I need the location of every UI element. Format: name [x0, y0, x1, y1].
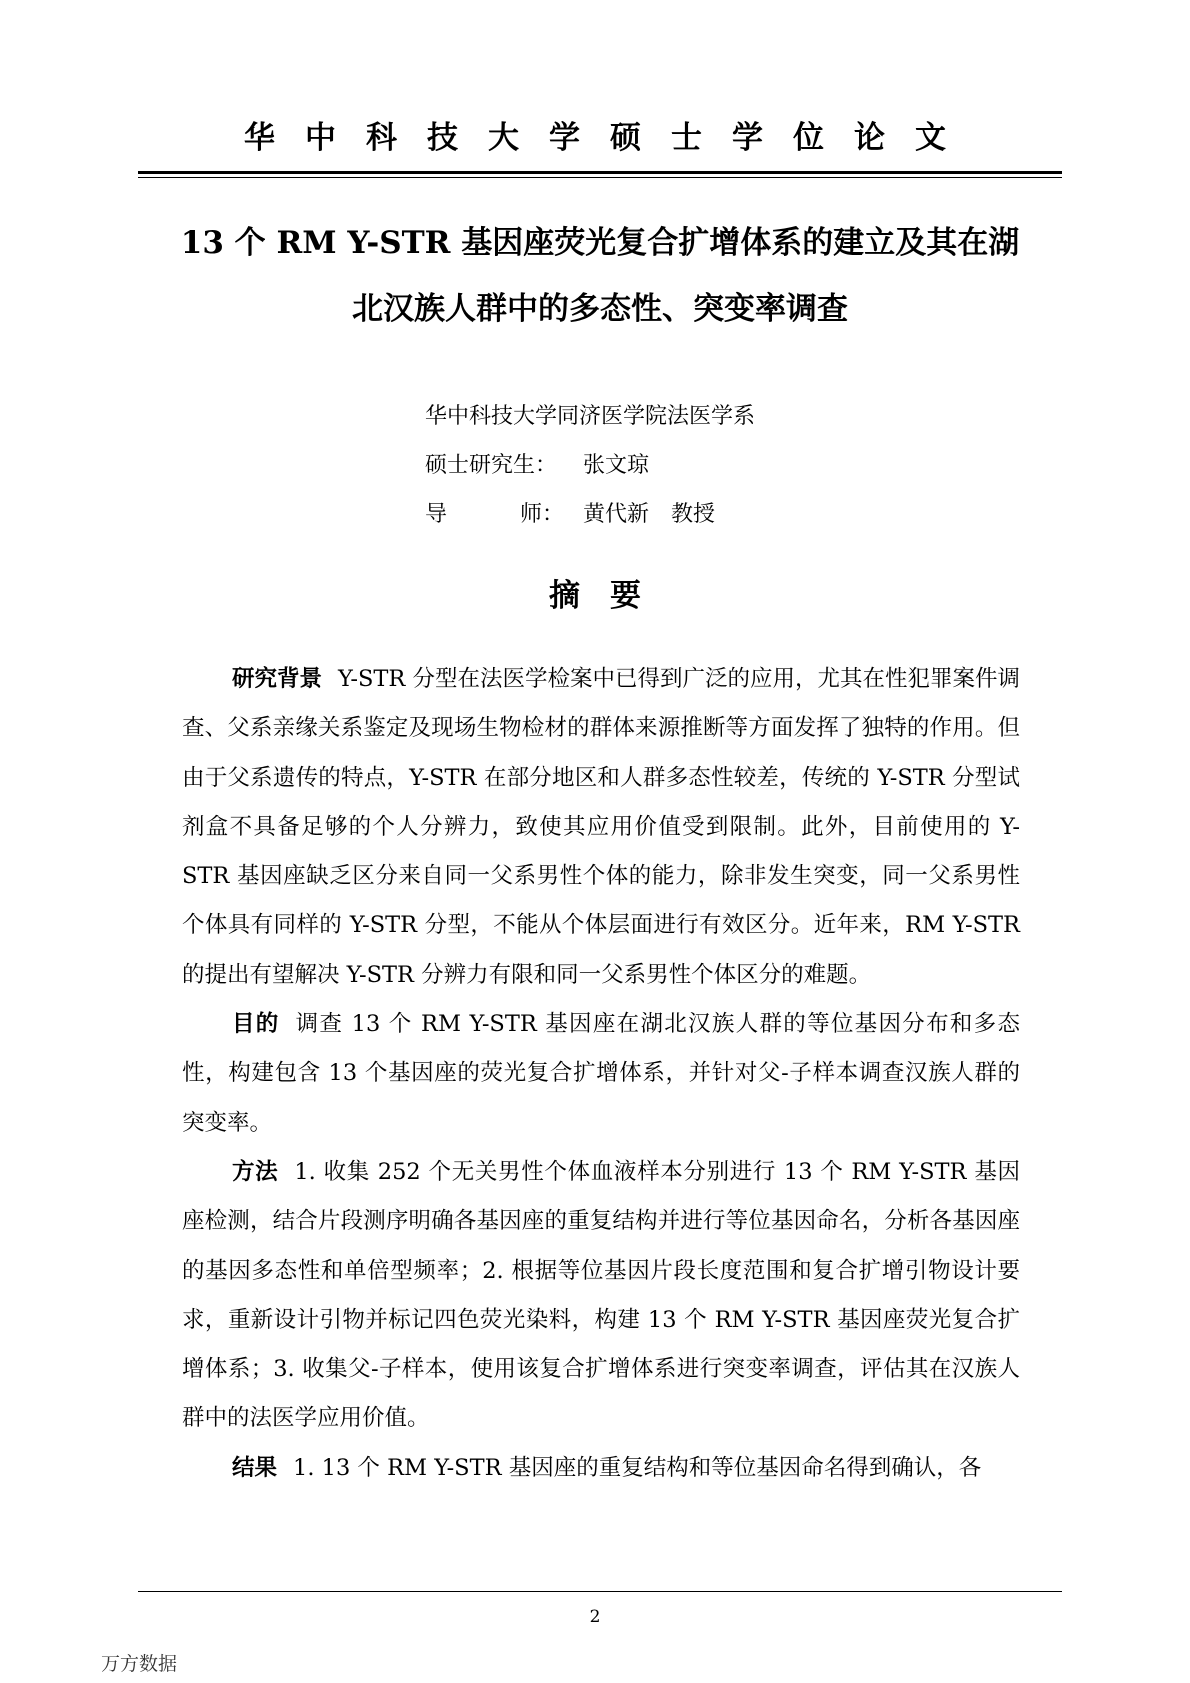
thesis-title-line-1: 13 个 RM Y-STR 基因座荧光复合扩增体系的建立及其在湖 — [180, 225, 1020, 261]
section-text: 1. 13 个 RM Y-STR 基因座的重复结构和等位基因命名得到确认，各 — [293, 1454, 982, 1481]
university-header-title: 华中科技大学硕士学位论文 — [244, 120, 976, 156]
abstract-body — [182, 655, 1020, 1493]
header-rule-thin — [138, 177, 1062, 178]
abstract-section-methods — [182, 1148, 1020, 1444]
section-text: 调查 13 个 RM Y-STR 基因座在湖北汉族人群的等位基因分布和多态性，构建包含 13 个基因座的荧光复合扩增体系，并针对父-子样本调查汉族人群的突变率。 — [182, 1011, 1020, 1136]
advisor-label-part2: 师： — [520, 502, 565, 527]
watermark-text: 万方数据 — [101, 1653, 178, 1675]
section-label: 目的 — [232, 1011, 280, 1038]
abstract-section-background — [182, 655, 1020, 1000]
student-name: 张文琼 — [583, 453, 650, 478]
advisor-row — [425, 490, 755, 539]
section-label: 方法 — [232, 1158, 279, 1185]
department-name: 华中科技大学同济医学院法医学系 — [425, 404, 756, 429]
section-label: 研究背景 — [232, 666, 323, 692]
page-number: 2 — [589, 1607, 601, 1627]
section-text: Y-STR 分型在法医学检案中已得到广泛的应用，尤其在性犯罪案件调查、父系亲缘关系鉴定及现场生物检材的群体来源推断等方面发挥了独特的作用。但由于父系遗传的特点，Y-STR 在部分地区和人群多态性较差，传统的 Y-STR 分型试剂盒不具备足够的个人分辨力，致使其应用价值受到限制。此外，目前使用的 Y-STR 基因座缺乏区分来自同一父系男性个体的能力，除非发生突变，同一父系男性个体具有同样的 Y-STR 分型，不能从个体层面进行有效区分。近年来，RM Y-STR 的提出有望解决 Y-STR 分辨力有限和同一父系男性个体区分的难题。 — [182, 666, 1021, 988]
advisor-label-part1: 导 — [425, 502, 448, 527]
abstract-section-results — [182, 1444, 1020, 1493]
department-row — [425, 392, 755, 441]
section-label: 结果 — [232, 1454, 278, 1481]
thesis-title-line-2: 北汉族人群中的多态性、突变率调查 — [352, 291, 848, 327]
abstract-section-objective — [182, 1000, 1020, 1148]
student-row — [425, 441, 755, 490]
section-text: 1. 收集 252 个无关男性个体血液样本分别进行 13 个 RM Y-STR 基因座检测，结合片段测序明确各基因座的重复结构并进行等位基因命名，分析各基因座的基因多态性和单倍型频率；2. 根据等位基因片段长度范围和复合扩增引物设计要求，重新设计引物并标记四色荧光染料，构建 13 个 RM Y-STR 基因座荧光复合扩增体系；3. 收集父-子样本，使用该复合扩增体系进行突变率调查，评估其在汉族人群中的法医学应用价值。 — [182, 1158, 1020, 1432]
abstract-heading: 摘要 — [549, 578, 671, 614]
advisor-label — [425, 490, 583, 539]
thesis-title — [150, 210, 1050, 342]
student-label: 硕士研究生： — [425, 453, 558, 478]
header-rule-thick — [138, 171, 1062, 174]
footer-rule — [138, 1591, 1062, 1592]
author-info-block — [425, 392, 755, 539]
advisor-name: 黄代新 教授 — [583, 502, 716, 527]
